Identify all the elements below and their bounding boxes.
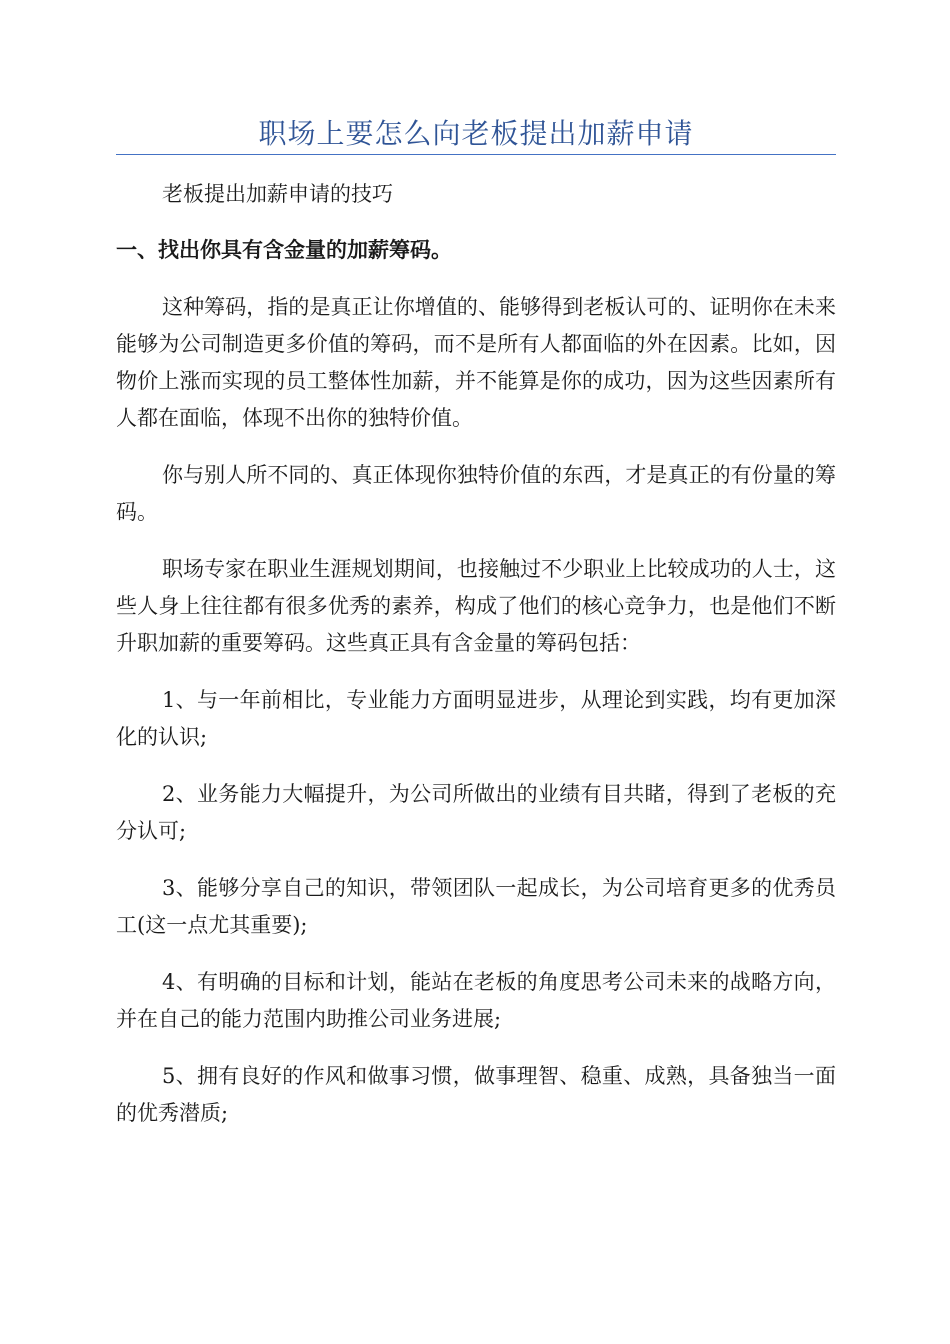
document-subtitle: 老板提出加薪申请的技巧: [162, 182, 393, 206]
title-underline: [116, 154, 836, 155]
paragraph-2: 你与别人所不同的、真正体现你独特价值的东西，才是真正的有份量的筹码。: [116, 463, 836, 524]
list-item-3: 3、能够分享自己的知识，带领团队一起成长，为公司培育更多的优秀员工(这一点尤其重要);: [116, 876, 836, 937]
list-item-5: 5、拥有良好的作风和做事习惯，做事理智、稳重、成熟，具备独当一面的优秀潜质;: [116, 1064, 836, 1125]
section-heading: 一、找出你具有含金量的加薪筹码。: [116, 238, 452, 262]
paragraph-1: 这种筹码，指的是真正让你增值的、能够得到老板认可的、证明你在未来能够为公司制造更多价值的筹码，而不是所有人都面临的外在因素。比如，因物价上涨而实现的员工整体性加薪，并不能算是你的成功，因为这些因素所有人都在面临，体现不出你的独特价值。: [116, 295, 836, 430]
paragraph-3: 职场专家在职业生涯规划期间，也接触过不少职业上比较成功的人士，这些人身上往往都有很多优秀的素养，构成了他们的核心竞争力，也是他们不断升职加薪的重要筹码。这些真正具有含金量的筹码包括：: [116, 557, 836, 655]
list-item-1: 1、与一年前相比，专业能力方面明显进步，从理论到实践，均有更加深化的认识;: [116, 688, 836, 749]
document-title: 职场上要怎么向老板提出加薪申请: [258, 117, 694, 150]
list-item-2: 2、业务能力大幅提升，为公司所做出的业绩有目共睹，得到了老板的充分认可;: [116, 782, 836, 843]
document-body: [116, 176, 836, 1132]
list-item-4: 4、有明确的目标和计划，能站在老板的角度思考公司未来的战略方向，并在自己的能力范围内助推公司业务进展;: [116, 970, 836, 1031]
document-page: [116, 0, 836, 1344]
